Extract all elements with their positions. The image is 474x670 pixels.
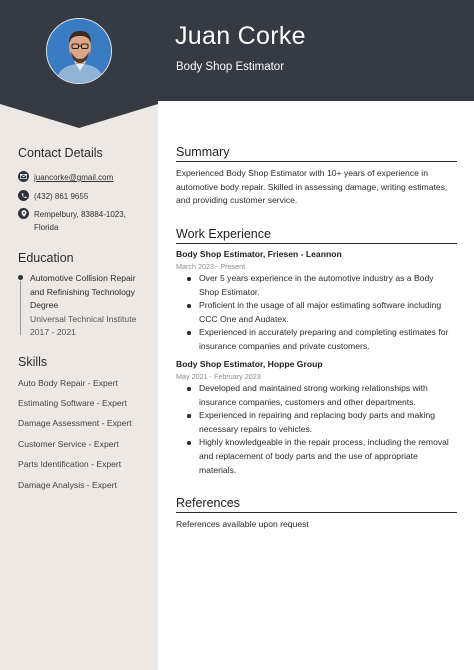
skill-item: Damage Analysis - Expert bbox=[18, 480, 117, 490]
degree-line2: and Refinishing Technology bbox=[30, 286, 135, 297]
phone-icon bbox=[18, 190, 29, 201]
summary-text: Experienced Body Shop Estimator with 10+ years of experience in automotive body repair. Skilled in assessing damage, writing estimates, and providing customer service. bbox=[176, 168, 448, 206]
skills-heading: Skills bbox=[18, 355, 48, 369]
contact-email[interactable] bbox=[18, 171, 149, 184]
references-text: References available upon request bbox=[176, 519, 309, 529]
list-item: Experienced in accurately preparing and completing estimates for insurance companies and private customers. bbox=[199, 326, 460, 353]
skill-item: Auto Body Repair - Expert bbox=[18, 378, 118, 388]
job-1-bullets bbox=[176, 272, 460, 354]
job-title: Body Shop Estimator bbox=[176, 61, 285, 73]
skill-item: Estimating Software - Expert bbox=[18, 398, 127, 408]
list-item: Proficient in the usage of all major estimating software including CCC One and Audatex. bbox=[199, 299, 460, 326]
list-item: Developed and maintained strong working relationships with insurance companies, customers and other departments. bbox=[199, 382, 460, 409]
candidate-name: Juan Corke bbox=[175, 22, 306, 50]
phone-number: (432) 861 9655 bbox=[34, 192, 89, 201]
location-pin-icon bbox=[18, 208, 29, 219]
timeline-line bbox=[20, 281, 21, 335]
job-2-title: Body Shop Estimator, Hoppe Group bbox=[176, 359, 323, 369]
list-item: Highly knowledgeable in the repair process, including the removal and replacement of body parts and the use of appropriate materials. bbox=[199, 436, 460, 477]
job-1-dates: March 2023 - Present bbox=[176, 262, 246, 271]
avatar bbox=[46, 18, 112, 84]
education-heading: Education bbox=[18, 251, 74, 265]
contact-heading: Contact Details bbox=[18, 146, 103, 160]
education-entry bbox=[18, 272, 148, 340]
summary-heading: Summary bbox=[176, 145, 457, 162]
job-2-dates: May 2021 - February 2023 bbox=[176, 372, 261, 381]
skill-item: Parts Identification - Expert bbox=[18, 459, 122, 469]
contact-phone bbox=[18, 190, 149, 203]
list-item: Experienced in repairing and replacing body parts and making necessary repairs to vehicles. bbox=[199, 409, 460, 436]
skill-item: Customer Service - Expert bbox=[18, 439, 119, 449]
job-2-bullets bbox=[176, 382, 460, 477]
location-line2: Florida bbox=[34, 223, 59, 232]
timeline-dot bbox=[18, 275, 23, 280]
location-line1: Rempelbury, 83884-1023, bbox=[34, 210, 126, 219]
experience-heading: Work Experience bbox=[176, 227, 457, 244]
contact-location bbox=[18, 208, 149, 234]
education-years: 2017 - 2021 bbox=[30, 327, 76, 337]
email-link[interactable]: juancorke@gmail.com bbox=[34, 173, 114, 182]
job-1-title: Body Shop Estimator, Friesen - Leannon bbox=[176, 249, 342, 259]
email-icon bbox=[18, 171, 29, 182]
school-name: Universal Technical Institute bbox=[30, 313, 137, 324]
degree-line3: Degree bbox=[30, 300, 59, 310]
degree-line1: Automotive Collision Repair bbox=[30, 273, 136, 283]
list-item: Over 5 years experience in the automotive industry as a Body Shop Estimator. bbox=[199, 272, 460, 299]
skill-item: Damage Assessment - Expert bbox=[18, 418, 132, 428]
references-heading: References bbox=[176, 496, 457, 513]
header-chevron bbox=[0, 100, 158, 130]
